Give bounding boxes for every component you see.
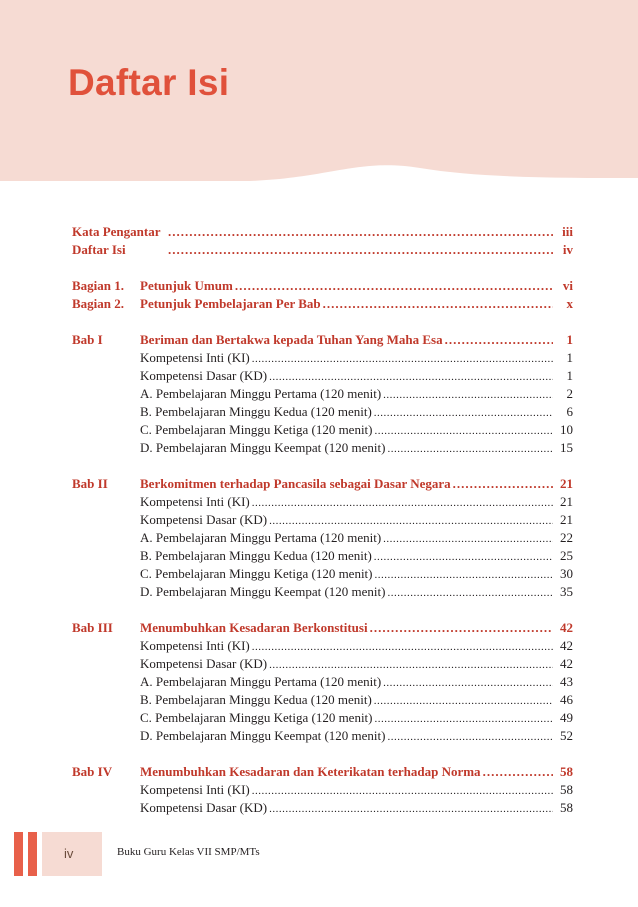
toc-entry-title: Menumbuhkan Kesadaran Berkonstitusi — [140, 620, 368, 635]
toc-entry-title: C. Pembelajaran Minggu Ketiga (120 menit) — [140, 422, 373, 437]
toc-entry-title: A. Pembelajaran Minggu Pertama (120 menit) — [140, 386, 382, 401]
toc-entry-title: Kompetensi Inti (KI) — [140, 350, 250, 365]
toc-entry-title: C. Pembelajaran Minggu Ketiga (120 menit) — [140, 710, 373, 725]
toc-dot-leader — [252, 782, 553, 800]
toc-entry[interactable] — [72, 295, 573, 313]
toc-entry-label: Kata Pengantar — [72, 224, 161, 239]
toc-entry-label: Bab I — [72, 332, 103, 347]
toc-entry-page-number: 1 — [566, 332, 573, 347]
toc-entry-page-number: iii — [562, 224, 573, 239]
toc-entry-title: Menumbuhkan Kesadaran dan Keterikatan terhadap Norma — [140, 764, 481, 779]
toc-dot-leader — [388, 584, 554, 602]
toc-dot-leader — [374, 404, 553, 422]
toc-entry-title: Berkomitmen terhadap Pancasila sebagai Dasar Negara — [140, 476, 451, 491]
toc-dot-leader — [375, 422, 553, 440]
toc-entry-page-number: 21 — [560, 512, 573, 527]
toc-entry[interactable] — [72, 781, 573, 799]
toc-entry-title: Beriman dan Bertakwa kepada Tuhan Yang Maha Esa — [140, 332, 443, 347]
toc-dot-leader — [370, 619, 553, 637]
toc-entry-page-number: 1 — [566, 368, 573, 383]
toc-entry[interactable] — [72, 493, 573, 511]
toc-entry-page-number: 42 — [560, 656, 573, 671]
toc-entry-page-number: 2 — [566, 386, 573, 401]
toc-entry-page-number: 25 — [560, 548, 573, 563]
toc-entry-label: Bagian 2. — [72, 296, 125, 311]
toc-dot-leader — [383, 386, 553, 404]
toc-entry-page-number: 46 — [560, 692, 573, 707]
footer-page-number: iv — [64, 846, 74, 861]
toc-dot-leader — [168, 241, 553, 259]
toc-entry-title: Petunjuk Umum — [140, 278, 233, 293]
toc-entry-title: Kompetensi Inti (KI) — [140, 782, 250, 797]
toc-entry[interactable] — [72, 349, 573, 367]
toc-dot-leader — [252, 494, 553, 512]
toc-entry-title: D. Pembelajaran Minggu Keempat (120 menit) — [140, 728, 386, 743]
toc-dot-leader — [269, 368, 553, 386]
toc-entry-title: A. Pembelajaran Minggu Pertama (120 menit) — [140, 530, 382, 545]
toc-dot-leader — [388, 728, 554, 746]
toc-entry-title: A. Pembelajaran Minggu Pertama (120 menit) — [140, 674, 382, 689]
toc-entry-title: Kompetensi Dasar (KD) — [140, 512, 268, 527]
toc-entry-label: Bab III — [72, 620, 113, 635]
toc-dot-leader — [375, 566, 553, 584]
footer-book-title: Buku Guru Kelas VII SMP/MTs — [117, 846, 260, 858]
toc-dot-leader — [383, 530, 553, 548]
toc-dot-leader — [269, 656, 553, 674]
toc-entry[interactable] — [72, 403, 573, 421]
toc-dot-leader — [453, 475, 553, 493]
toc-dot-leader — [269, 512, 553, 530]
page-title: Daftar Isi — [68, 62, 230, 103]
toc-dot-leader — [235, 277, 553, 295]
toc-entry[interactable] — [72, 619, 573, 637]
toc-entry-page-number: 58 — [560, 782, 573, 797]
toc-entry-title: B. Pembelajaran Minggu Kedua (120 menit) — [140, 692, 372, 707]
toc-dot-leader — [323, 295, 553, 313]
toc-entry-page-number: 21 — [560, 494, 573, 509]
toc-entry-page-number: 49 — [560, 710, 573, 725]
toc-entry[interactable] — [72, 709, 573, 727]
toc-entry[interactable] — [72, 223, 573, 241]
toc-entry[interactable] — [72, 529, 573, 547]
toc-entry[interactable] — [72, 421, 573, 439]
toc-entry-title: B. Pembelajaran Minggu Kedua (120 menit) — [140, 404, 372, 419]
toc-dot-leader — [383, 674, 553, 692]
toc-entry[interactable] — [72, 565, 573, 583]
toc-dot-leader — [483, 763, 553, 781]
toc-entry[interactable] — [72, 241, 573, 259]
toc-entry-page-number: 15 — [560, 440, 573, 455]
toc-entry-page-number: 52 — [560, 728, 573, 743]
toc-dot-leader — [269, 800, 553, 818]
toc-entry-page-number: 22 — [560, 530, 573, 545]
toc-entry-label: Bagian 1. — [72, 278, 125, 293]
toc-entry-title: B. Pembelajaran Minggu Kedua (120 menit) — [140, 548, 372, 563]
toc-entry-title: Kompetensi Dasar (KD) — [140, 656, 268, 671]
toc-entry[interactable] — [72, 475, 573, 493]
toc-dot-leader — [168, 223, 553, 241]
toc-entry-title: C. Pembelajaran Minggu Ketiga (120 menit) — [140, 566, 373, 581]
toc-dot-leader — [445, 331, 553, 349]
toc-entry[interactable] — [72, 511, 573, 529]
footer-bar-dark-right — [28, 832, 37, 876]
toc-entry-page-number: 35 — [560, 584, 573, 599]
toc-entry[interactable] — [72, 547, 573, 565]
toc-entry[interactable] — [72, 673, 573, 691]
toc-entry[interactable] — [72, 799, 573, 817]
toc-entry[interactable] — [72, 385, 573, 403]
toc-entry-page-number: 30 — [560, 566, 573, 581]
toc-entry-page-number: 58 — [560, 800, 573, 815]
toc-entry-label: Bab II — [72, 476, 108, 491]
toc-entry-page-number: 43 — [560, 674, 573, 689]
toc-entry[interactable] — [72, 277, 573, 295]
toc-dot-leader — [252, 350, 553, 368]
toc-entry-page-number: vi — [562, 278, 573, 293]
toc-entry-title: Petunjuk Pembelajaran Per Bab — [140, 296, 321, 311]
toc-entry[interactable] — [72, 331, 573, 349]
toc-dot-leader — [374, 692, 553, 710]
toc-entry[interactable] — [72, 367, 573, 385]
toc-entry[interactable] — [72, 655, 573, 673]
toc-entry-page-number: 10 — [560, 422, 573, 437]
toc-dot-leader — [374, 548, 553, 566]
toc-entry-label: Bab IV — [72, 764, 113, 779]
toc-entry-title: D. Pembelajaran Minggu Keempat (120 menit) — [140, 440, 386, 455]
footer-bar-dark-left — [14, 832, 23, 876]
toc-entry[interactable] — [72, 637, 573, 655]
toc-entry-page-number: 42 — [560, 620, 573, 635]
toc-entry-page-number: 42 — [560, 638, 573, 653]
toc-entry[interactable] — [72, 691, 573, 709]
toc-entry-title: Kompetensi Dasar (KD) — [140, 800, 268, 815]
table-of-contents — [72, 223, 573, 817]
toc-entry[interactable] — [72, 763, 573, 781]
toc-entry-page-number: 58 — [560, 764, 573, 779]
toc-entry[interactable] — [72, 583, 573, 601]
toc-entry[interactable] — [72, 727, 573, 745]
toc-entry-title: D. Pembelajaran Minggu Keempat (120 menit) — [140, 584, 386, 599]
toc-entry-title: Kompetensi Dasar (KD) — [140, 368, 268, 383]
toc-entry-title: Kompetensi Inti (KI) — [140, 494, 250, 509]
toc-entry-label: Daftar Isi — [72, 242, 126, 257]
toc-entry-page-number: 21 — [560, 476, 573, 491]
toc-entry-page-number: 6 — [566, 404, 573, 419]
toc-entry[interactable] — [72, 439, 573, 457]
toc-dot-leader — [252, 638, 553, 656]
toc-entry-title: Kompetensi Inti (KI) — [140, 638, 250, 653]
footer-bars — [0, 832, 102, 876]
toc-entry-page-number: x — [566, 296, 573, 311]
toc-entry-page-number: 1 — [566, 350, 573, 365]
toc-dot-leader — [388, 440, 554, 458]
toc-entry-page-number: iv — [562, 242, 573, 257]
toc-dot-leader — [375, 710, 553, 728]
